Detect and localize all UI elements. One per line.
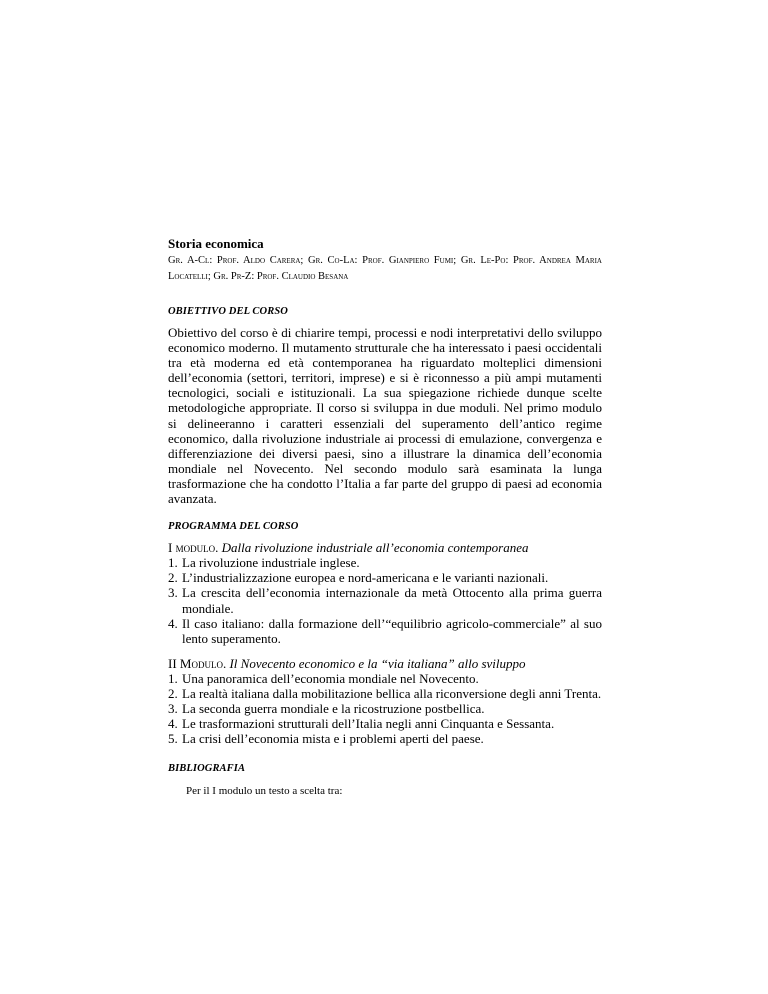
list-item-text: L’industrializzazione europea e nord-americana e le varianti nazionali.: [182, 570, 549, 586]
list-item-number: 4.: [168, 716, 178, 732]
list-item-number: 3.: [168, 585, 178, 601]
list-item-text: La crescita dell’economia internazionale da metà Ottocento alla prima guerra mondiale.: [182, 585, 602, 616]
list-item-text: La crisi dell’economia mista e i problemi aperti del paese.: [182, 731, 484, 747]
list-item: [168, 701, 602, 716]
module-1: [168, 540, 602, 646]
module-2-title: [168, 656, 602, 671]
list-item-number: 1.: [168, 555, 178, 571]
list-item-text: La realtà italiana dalla mobilitazione bellica alla riconversione degli anni Trenta.: [182, 685, 602, 701]
list-item-number: 5.: [168, 731, 178, 747]
list-item-text: Una panoramica dell’economia mondiale nel Novecento.: [182, 670, 479, 686]
list-item-text: Le trasformazioni strutturali dell’Italia negli anni Cinquanta e Sessanta.: [182, 716, 555, 732]
list-item-text: La seconda guerra mondiale e la ricostruzione postbellica.: [182, 701, 485, 717]
module-2-subtitle: Il Novecento economico e la “via italiana” allo sviluppo: [229, 655, 526, 671]
list-item-text: Il caso italiano: dalla formazione dell’“equilibrio agricolo-commerciale” al suo lento superamento.: [182, 615, 602, 646]
module-2-label: II Modulo.: [168, 655, 227, 671]
document-page: [168, 236, 602, 798]
module-1-list: [168, 555, 602, 646]
module-2: [168, 656, 602, 747]
course-instructors: Gr. A-Cl: Prof. Aldo Carera; Gr. Co-La: Prof. Gianpiero Fumi; Gr. Le-Po: Prof. Andrea Maria Locatelli; Gr. Pr-Z: Prof. Claudio Besana: [168, 255, 602, 282]
list-item: [168, 671, 602, 686]
list-item-number: 4.: [168, 615, 178, 631]
list-item-number: 3.: [168, 701, 178, 717]
module-1-subtitle: Dalla rivoluzione industriale all’economia contemporanea: [221, 540, 529, 556]
bibliography-heading: BIBLIOGRAFIA: [168, 763, 246, 775]
objective-heading: OBIETTIVO DEL CORSO: [168, 306, 288, 317]
list-item: [168, 686, 602, 701]
list-item-number: 2.: [168, 685, 178, 701]
bibliography-note: Per il I modulo un testo a scelta tra:: [186, 785, 343, 798]
list-item: [168, 555, 602, 570]
list-item: [168, 570, 602, 585]
list-item-text: La rivoluzione industriale inglese.: [182, 555, 360, 571]
objective-text: Obiettivo del corso è di chiarire tempi, processi e nodi interpretativi dello sviluppo economico moderno. Il mutamento strutturale che ha interessato i paesi occidentali tra età moderna ed età contemporanea ha riguardato molteplici dimensioni dell’economia (settori, territori, imprese) e si è riconnesso a più ampi mutamenti tecnologici, sociali e istituzionali. La sua spiegazione richiede dunque scelte metodologiche appropriate. Il corso si sviluppa in due moduli. Nel primo modulo si delineeranno i caratteri essenziali del superamento dell’antico regime economico, dalla rivoluzione industriale ai processi di emulazione, convergenza e differenziazione dei diversi paesi, sino a illustrare la dinamica dell’economia mondiale nel Novecento. Nel secondo modulo sarà esaminata la lunga trasformazione che ha condotto l’Italia a far parte del gruppo di paesi ad economia avanzata.: [168, 325, 602, 507]
module-2-list: [168, 671, 602, 746]
program-heading: PROGRAMMA DEL CORSO: [168, 521, 299, 533]
list-item-number: 1.: [168, 670, 178, 686]
list-item: [168, 731, 602, 746]
module-1-label: I modulo.: [168, 540, 219, 556]
list-item: [168, 585, 602, 615]
list-item: [168, 716, 602, 731]
module-1-title: [168, 540, 602, 555]
course-title: Storia economica: [168, 236, 264, 251]
list-item-number: 2.: [168, 570, 178, 586]
list-item: [168, 616, 602, 646]
